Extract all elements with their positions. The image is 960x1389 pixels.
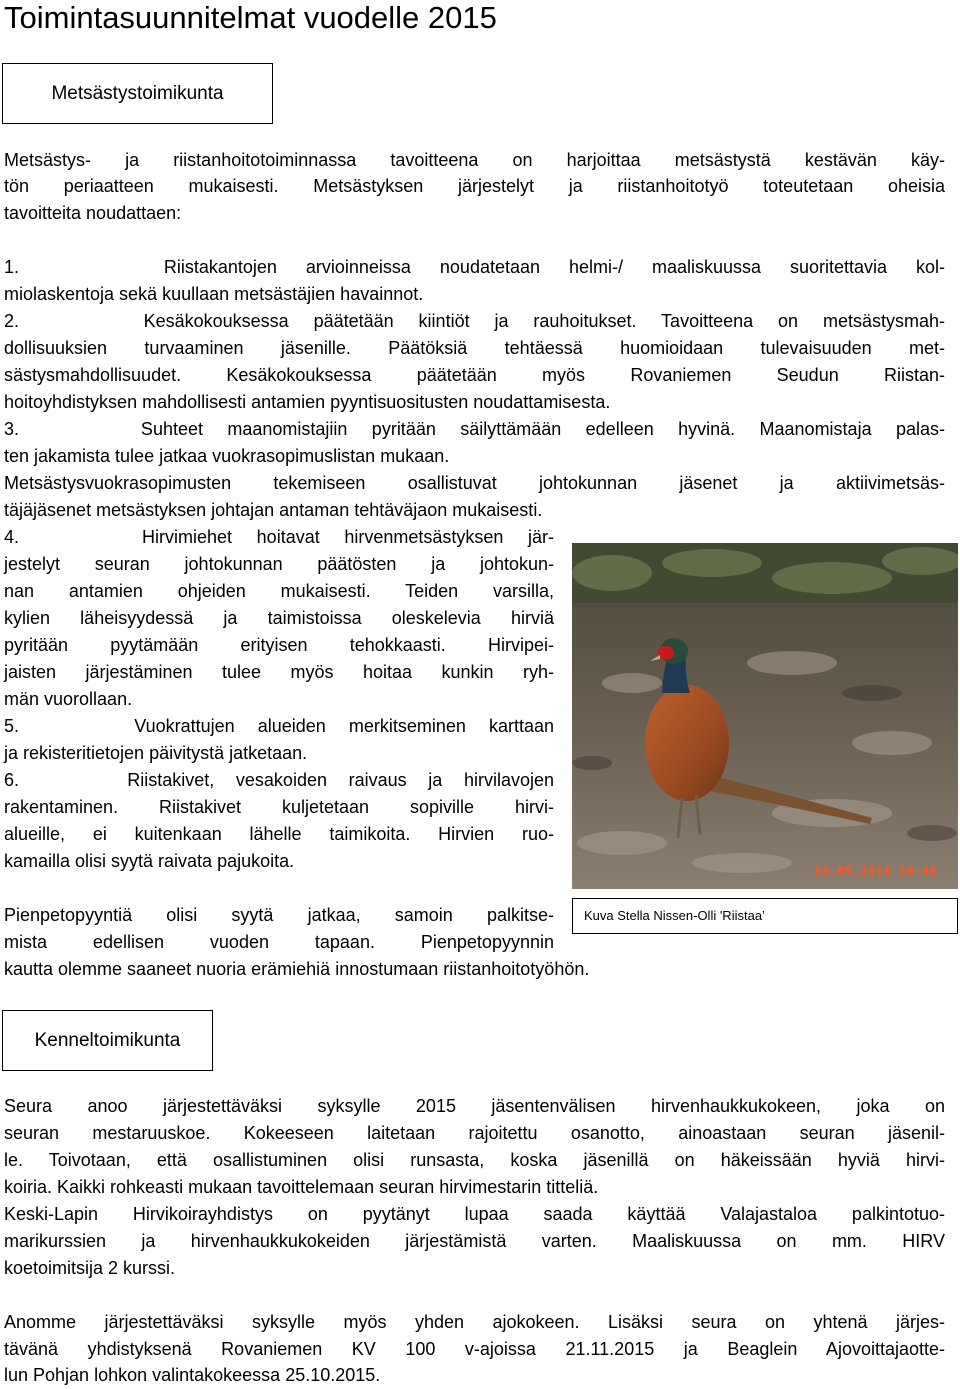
list-item-4: 4. Hirvimiehet hoitavat hirvenmetsästyksen jär- — [4, 527, 554, 547]
paragraph-line: Anomme järjestettäväksi syksylle myös yhden ajokokeen. Lisäksi seura on yhtenä järjes- — [4, 1312, 945, 1332]
paragraph-line: tävänä yhdistyksenä Rovaniemen KV 100 v-ajoissa 21.11.2015 ja Beaglein Ajovoittajaotte- — [4, 1339, 945, 1359]
list-item-1: 1. Riistakantojen arvioinneissa noudatetaan helmi-/ maaliskuussa suoritettavia kol- — [4, 257, 945, 277]
list-item-5: 5. Vuokrattujen alueiden merkitseminen karttaan — [4, 716, 554, 736]
paragraph-line: Metsästys- ja riistanhoitotoiminnassa tavoitteena on harjoittaa metsästystä kestävän käy- — [4, 150, 945, 170]
paragraph-line: mista edellisen vuoden tapaan. Pienpetopyynnin — [4, 932, 554, 952]
paragraph-line: rakentaminen. Riistakivet kuljetetaan sopiville hirvi- — [4, 797, 554, 817]
list-item-2: 2. Kesäkokouksessa päätetään kiintiöt ja rauhoitukset. Tavoitteena on metsästysmah- — [4, 311, 945, 331]
paragraph-line: Seura anoo järjestettäväksi syksylle 2015 jäsentenvälisen hirvenhaukkukokeen, joka on — [4, 1096, 945, 1116]
paragraph-line: ten jakamista tulee jatkaa vuokrasopimuslistan mukaan. — [4, 446, 450, 466]
photo-datestamp: 24.05.2014 16:46 — [814, 864, 938, 878]
paragraph-line: ja rekisteritietojen päivitystä jatketaan. — [4, 743, 308, 763]
paragraph-line: dollisuuksien turvaaminen jäsenille. Päätöksiä tehtäessä huomioidaan tulevaisuuden met- — [4, 338, 945, 358]
paragraph-line: jestelyt seuran johtokunnan päätösten ja johtokun- — [4, 554, 554, 574]
paragraph-line: koetoimitsija 2 kurssi. — [4, 1258, 176, 1278]
page-title: Toimintasuunnitelmat vuodelle 2015 — [4, 0, 497, 35]
paragraph-line: kautta olemme saaneet nuoria erämiehiä innostumaan riistanhoitotyöhön. — [4, 959, 590, 979]
paragraph-line: jaisten järjestäminen tulee myös hoitaa kunkin ryh- — [4, 662, 554, 682]
paragraph-line: män vuorollaan. — [4, 689, 133, 709]
paragraph-line: seuran mestaruuskoe. Kokeeseen laitetaan rajoitettu osanotto, ainoastaan seuran jäsenil- — [4, 1123, 945, 1143]
list-item-3: 3. Suhteet maanomistajiin pyritään säilyttämään edelleen hyvinä. Maanomistaja palas- — [4, 419, 945, 439]
paragraph-line: Metsästysvuokrasopimusten tekemiseen osallistuvat johtokunnan jäsenet ja aktiivimetsäs- — [4, 473, 945, 493]
paragraph-line: tavoitteita noudattaen: — [4, 203, 182, 223]
paragraph-line: marikurssien ja hirvenhaukkukokeiden järjestämistä varten. Maaliskuussa on mm. HIRV — [4, 1231, 945, 1251]
paragraph-line: kylien läheisyydessä ja taimistoissa oleskelevia hirviä — [4, 608, 554, 628]
paragraph-line: koiria. Kaikki rohkeasti mukaan tavoittelemaan seuran hirvimestarin titteliä. — [4, 1177, 599, 1197]
photo-caption: Kuva Stella Nissen-Olli 'Riistaa’ — [572, 898, 958, 934]
paragraph-line: Keski-Lapin Hirvikoirayhdistys on pyytänyt lupaa saada käyttää Valajastaloa palkintotuo- — [4, 1204, 945, 1224]
paragraph-line: tön periaatteen mukaisesti. Metsästyksen järjestelyt ja riistanhoitotyö toteutetaan oheisia — [4, 176, 945, 196]
paragraph-line: alueille, ei kuitenkaan lähelle taimikoita. Hirvien ruo- — [4, 824, 554, 844]
list-item-6: 6. Riistakivet, vesakoiden raivaus ja hirvilavojen — [4, 770, 554, 790]
paragraph-line: nan antamien ohjeiden mukaisesti. Teiden varsilla, — [4, 581, 554, 601]
paragraph-line: pyritään pyytämään erityisen tehokkaasti. Hirvipei- — [4, 635, 554, 655]
paragraph-line: le. Toivotaan, että osallistuminen olisi runsasta, koska jäsenillä on häkeissään hyviä hirvi- — [4, 1150, 945, 1170]
paragraph-line: täjäjäsenet metsästyksen johtajan antaman tehtäväjaon mukaisesti. — [4, 500, 543, 520]
section-heading-kenneltoimikunta: Kenneltoimikunta — [2, 1010, 213, 1071]
paragraph-line: sästysmahdollisuudet. Kesäkokouksessa päätetään myös Rovaniemen Seudun Riistan- — [4, 365, 945, 385]
pheasant-photo — [572, 543, 958, 889]
paragraph-line: miolaskentoja sekä kuullaan metsästäjien havainnot. — [4, 284, 424, 304]
paragraph-line: kamailla olisi syytä raivata pajukoita. — [4, 851, 295, 871]
paragraph-line: Pienpetopyyntiä olisi syytä jatkaa, samoin palkitse- — [4, 905, 554, 925]
paragraph-line: hoitoyhdistyksen mahdollisesti antamien pyyntisuositusten noudattamisesta. — [4, 392, 611, 412]
paragraph-line: lun Pohjan lohkon valintakokeessa 25.10.2015. — [4, 1365, 381, 1385]
section-heading-metsastystoimikunta: Metsästystoimikunta — [2, 63, 273, 124]
